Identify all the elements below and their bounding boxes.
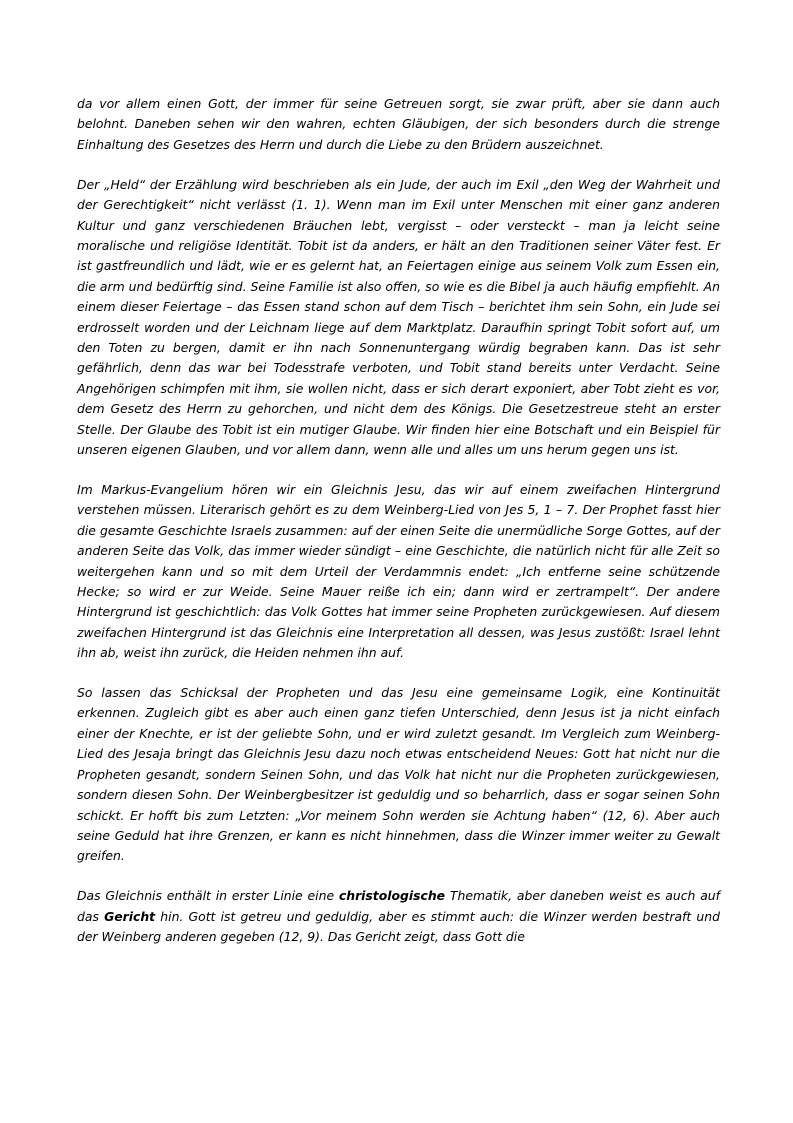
emphasis-christologische: christologische xyxy=(338,888,446,904)
paragraph-5-text-1: Das Gleichnis enthält in erster Linie eine xyxy=(77,888,339,904)
paragraph-5 xyxy=(77,886,720,947)
emphasis-gericht: Gericht xyxy=(104,908,156,924)
paragraph-3: Im Markus-Evangelium hören wir ein Gleichnis Jesu, das wir auf einem zweifachen Hintergrund verstehen müssen. Literarisch gehört es zu dem Weinberg-Lied von Jes 5, 1 – 7. Der Prophet fasst hier die gesamte Geschichte Israels zusammen: auf der einen Seite die unermüdliche Sorge Gottes, auf der anderen Seite das Volk, das immer wieder sündigt – eine Geschichte, die natürlich nicht für alle Zeit so weitergehen kann und so mit dem Urteil der Verdammnis endet: „Ich entferne seine schützende Hecke; so wird er zur Weide. Seine Mauer reiße ich ein; dann wird er zertrampelt“. Der andere Hintergrund ist geschichtlich: das Volk Gottes hat immer seine Propheten zurückgewiesen. Auf diesem zweifachen Hintergrund ist das Gleichnis eine Interpretation all dessen, was Jesus zustößt: Israel lehnt ihn ab, weist ihn zurück, die Heiden nehmen ihn auf. xyxy=(77,481,720,661)
paragraph-4: So lassen das Schicksal der Propheten und das Jesu eine gemeinsame Logik, eine Kontinuität erkennen. Zugleich gibt es aber auch einen ganz tiefen Unterschied, denn Jesus ist ja nicht einfach einer der Knechte, er ist der geliebte Sohn, und er wird zuletzt gesandt. Im Vergleich zum Weinberg-Lied des Jesaja bringt das Gleichnis Jesu dazu noch etwas entscheidend Neues: Gott hat nicht nur die Propheten gesandt, sondern Seinen Sohn, und das Volk hat nicht nur die Propheten zurückgewiesen, sondern diesen Sohn. Der Weinbergbesitzer ist geduldig und so beharrlich, dass er sogar seinen Sohn schickt. Er hofft bis zum Letzten: „Vor meinem Sohn werden sie Achtung haben“ (12, 6). Aber auch seine Geduld hat ihre Grenzen, er kann es nicht hinnehmen, dass die Winzer immer weiter zu Gewalt greifen. xyxy=(77,685,720,864)
paragraph-5-text-3: hin. Gott ist getreu und geduldig, aber es stimmt auch: die Winzer werden bestraft und der Weinberg anderen gegeben (12, 9). Das Gericht zeigt, dass Gott die xyxy=(77,908,720,945)
paragraph-1: da vor allem einen Gott, der immer für seine Getreuen sorgt, sie zwar prüft, aber sie dann auch belohnt. Daneben sehen wir den wahren, echten Gläubigen, der sich besonders durch die strenge Einhaltung des Gesetzes des Herrn und durch die Liebe zu den Brüdern auszeichnet. xyxy=(77,96,720,152)
paragraph-2: Der „Held“ der Erzählung wird beschrieben als ein Jude, der auch im Exil „den Weg der Wahrheit und der Gerechtigkeit“ nicht verlässt (1. 1). Wenn man im Exil unter Menschen mit einer ganz anderen Kultur und ganz verschiedenen Bräuchen lebt, vergisst – oder versteckt – man ja leicht seine moralische und religiöse Identität. Tobit ist da anders, er hält an den Traditionen seiner Väter fest. Er ist gastfreundlich und lädt, wie er es gelernt hat, an Feiertagen einige aus seinem Volk zum Essen ein, die arm und bedürftig sind. Seine Familie ist also offen, so wie es die Bibel ja auch häufig empfiehlt. An einem dieser Feiertage – das Essen stand schon auf dem Tisch – berichtet ihm sein Sohn, ein Jude sei erdrosselt worden und der Leichnam liege auf dem Marktplatz. Daraufhin springt Tobit sofort auf, um den Toten zu bergen, damit er ihn nach Sonnenuntergang würdig begraben kann. Das ist sehr gefährlich, denn das war bei Todesstrafe verboten, und Tobit stand bereits unter Verdacht. Seine Angehörigen schimpfen mit ihm, sie wollen nicht, dass er sich derart exponiert, aber Tobt zieht es vor, dem Gesetz des Herrn zu gehorchen, und nicht dem des Königs. Die Gesetzestreue steht an erster Stelle. Der Glaube des Tobit ist ein mutiger Glaube. Wir finden hier eine Botschaft und ein Beispiel für unseren eigenen Glauben, und vor allem dann, wenn alle und alles um uns herum gegen uns ist. xyxy=(77,176,720,457)
paragraph-5-text-2: Thematik, aber daneben weist es auch auf das xyxy=(77,888,720,924)
document-body xyxy=(77,94,720,947)
